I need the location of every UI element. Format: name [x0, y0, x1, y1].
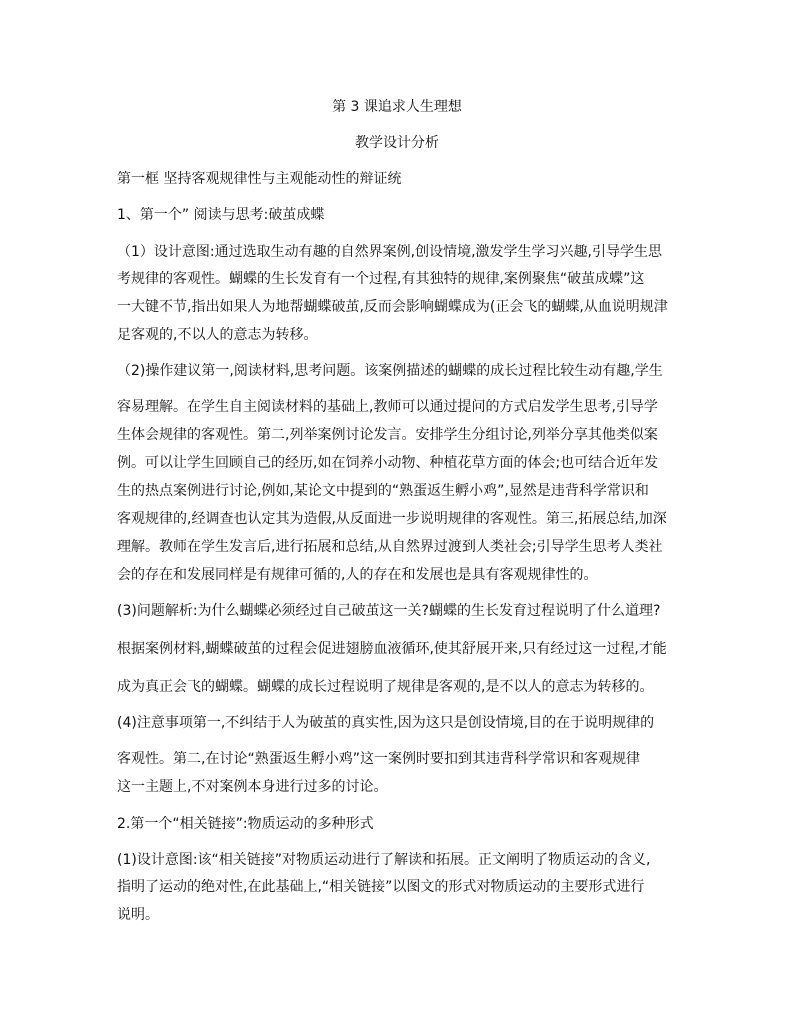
paragraph-line: （1）设计意图:通过选取生动有趣的自然界案例,创设情境,激发学生学习兴趣,引导学生思 [117, 244, 662, 260]
paragraph-line: 成为真正会飞的蝴蝶。蝴蝶的成长过程说明了规律是客观的,是不以人的意志为转移的。 [117, 679, 654, 695]
paragraph-line: 客观性。第二,在讨论“熟蛋返生孵小鸡”这一案例时要扣到其违背科学常识和客观规律 [117, 751, 640, 767]
paragraph-line: 会的存在和发展同样是有规律可循的,人的存在和发展也是具有客观规律性的。 [117, 567, 598, 583]
paragraph-line: 理解。教师在学生发言后,进行拓展和总结,从自然界过渡到人类社会;引导学生思考人类社 [117, 539, 663, 555]
paragraph-line: 一大键不节,指出如果人为地帮蝴蝶破茧,反而会影响蝴蝶成为(正会飞的蝴蝶,从血说明规津 [117, 299, 668, 315]
document-subtitle: 教学设计分析 [355, 135, 439, 151]
paragraph-line: 客观规律的,经调查也认定其为造假,从反面进一步说明规律的客观性。第三,拓展总结,加深 [117, 511, 667, 527]
paragraph-line: (3)问题解析:为什么蝴蝶必须经过自己破茧这一关?蝴蝶的生长发育过程说明了什么道理? [117, 603, 661, 619]
paragraph-line: (4)注意事项第一,不纠结于人为破茧的真实性,因为这只是创设情境,目的在于说明规律的 [117, 715, 655, 731]
paragraph-line: 足客观的,不以人的意志为转移。 [117, 327, 318, 343]
paragraph-line: （2)操作建议第一,阅读材料,思考问题。该案例描述的蝴蝶的成长过程比较生动有趣,学生 [117, 363, 663, 379]
paragraph-line: 说明。 [117, 907, 159, 923]
subsection-heading: 2.第一个“相关链接”:物质运动的多种形式 [117, 816, 374, 832]
paragraph-line: 考规律的客观性。蝴蝶的生长发育有一个过程,有其独特的规律,案例聚焦“破茧成蝶”这 [117, 271, 645, 287]
section-heading: 第一框 坚持客观规律性与主观能动性的辩证统 [117, 171, 402, 187]
subsection-heading: 1、第一个” 阅读与思考:破茧成蝶 [117, 207, 325, 223]
paragraph-line: 根据案例材料,蝴蝶破茧的过程会促进翅膀血液循环,使其舒展开来,只有经过这一过程,才能 [117, 641, 667, 657]
paragraph-line: 生体会规律的客观性。第二,列举案例讨论发言。安排学生分组讨论,列举分享其他类似案 [117, 427, 658, 443]
paragraph-line: 这一主题上,不对案例本身进行过多的讨论。 [117, 779, 388, 795]
paragraph-line: 容易理解。在学生自主阅读材料的基础上,教师可以通过提问的方式启发学生思考,引导学 [117, 399, 658, 415]
paragraph-line: 生的热点案例进行讨论,例如,某论文中提到的“熟蛋返生孵小鸡”,显然是违背科学常识和 [117, 483, 649, 499]
document-title: 第 3 课追求人生理想 [332, 99, 462, 115]
paragraph-line: 指明了运动的绝对性,在此基础上,“相关链接”以图文的形式对物质运动的主要形式进行 [117, 879, 645, 895]
paragraph-line: 例。可以让学生回顾自己的经历,如在饲养小动物、种植花草方面的体会;也可结合近年发 [117, 455, 659, 471]
paragraph-line: (1)设计意图:该“相关链接”对物质运动进行了解读和拓展。正文阐明了物质运动的含义, [117, 852, 651, 868]
